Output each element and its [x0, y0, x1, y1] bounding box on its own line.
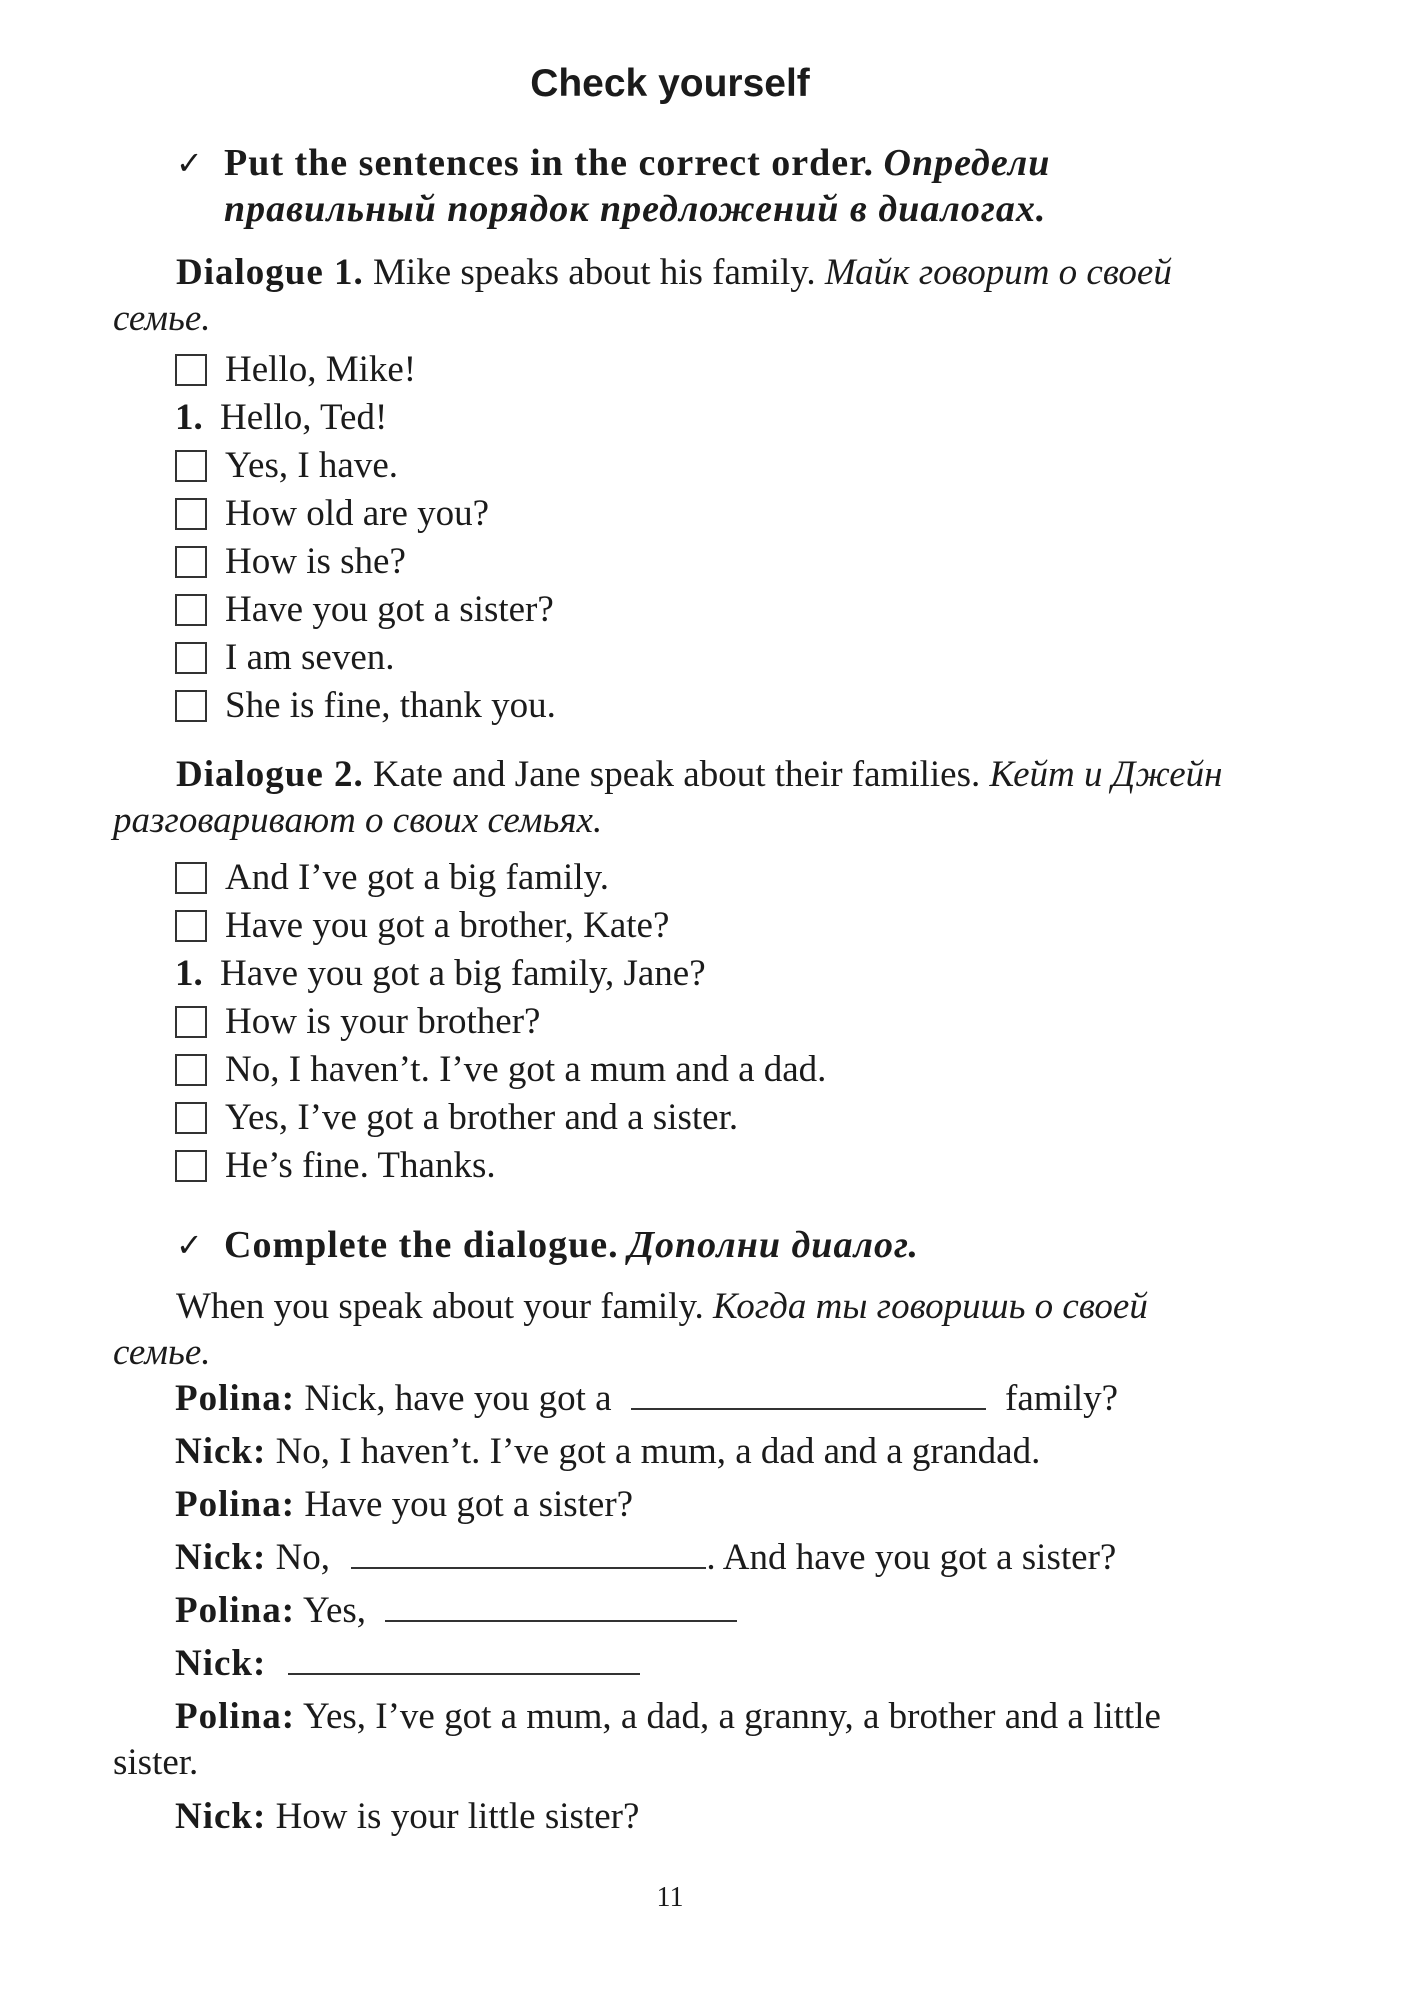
line-text: Have you got a sister?: [225, 589, 554, 630]
dialogue-line: [175, 1588, 737, 1634]
answer-box[interactable]: [175, 910, 207, 942]
dialogue-2-intro: [113, 752, 1223, 844]
dialogue-line: [175, 1535, 1116, 1581]
answer-box[interactable]: [175, 1102, 207, 1134]
checkmark-icon: ✓: [176, 1226, 203, 1264]
answer-box[interactable]: [175, 642, 207, 674]
line-number: 1.: [175, 953, 203, 994]
line-text: Yes, I have.: [225, 445, 399, 486]
line-text: How old are you?: [225, 493, 490, 534]
answer-box[interactable]: [175, 450, 207, 482]
dialogue-1-intro-english: Mike speaks about his family.: [373, 252, 816, 293]
dialogue-2-intro-russian: Кейт и Джейн разговаривают о своих семьях.: [113, 754, 1223, 841]
dialogue-line: [175, 1641, 640, 1687]
checkmark-icon: ✓: [176, 144, 203, 182]
dialogue-3-intro-english: When you speak about your family.: [176, 1286, 704, 1327]
line-text: I am seven.: [225, 637, 395, 678]
speaker-nick: Nick:: [175, 1537, 267, 1578]
line-text: No,: [275, 1537, 331, 1578]
answer-box[interactable]: [175, 1150, 207, 1182]
task-1-instruction: [176, 140, 1240, 232]
line-text: And I’ve got a big family.: [225, 857, 609, 898]
line-text: Hello, Mike!: [225, 349, 417, 390]
dialogue-3-intro-russian: Когда ты говоришь о своей семье.: [113, 1286, 1148, 1373]
speaker-polina: Polina:: [175, 1484, 296, 1525]
line-text: She is fine, thank you.: [225, 685, 556, 726]
task-2-english: Complete the dialogue.: [224, 1224, 619, 1266]
page-title: Check yourself: [530, 62, 810, 105]
line-text: No, I haven’t. I’ve got a mum, a dad and a grandad.: [275, 1431, 1041, 1472]
answer-blank[interactable]: [351, 1541, 706, 1569]
line-text: family?: [1005, 1378, 1119, 1419]
dialogue-line: [113, 1694, 1223, 1786]
answer-box[interactable]: [175, 1006, 207, 1038]
line-text: Yes, I’ve got a mum, a dad, a granny, a brother and a little sister.: [113, 1696, 1161, 1783]
answer-box[interactable]: [175, 498, 207, 530]
speaker-polina: Polina:: [175, 1590, 296, 1631]
line-text: Have you got a sister?: [304, 1484, 634, 1525]
dialogue-line: [175, 1794, 639, 1840]
answer-box[interactable]: [175, 1054, 207, 1086]
line-text: Yes, I’ve got a brother and a sister.: [225, 1097, 739, 1138]
line-number: 1.: [175, 397, 203, 438]
line-text: Hello, Ted!: [220, 397, 388, 438]
task-2-instruction: [176, 1222, 1240, 1268]
line-text: How is your little sister?: [275, 1796, 640, 1837]
dialogue-line: [175, 1429, 1040, 1475]
line-text: Have you got a big family, Jane?: [220, 953, 706, 994]
speaker-polina: Polina:: [175, 1378, 296, 1419]
line-text: Yes,: [302, 1590, 367, 1631]
line-text: How is your brother?: [225, 1001, 541, 1042]
speaker-nick: Nick:: [175, 1431, 267, 1472]
line-text: Nick, have you got a: [304, 1378, 612, 1419]
task-1-russian: Определи правильный порядок предложений в диалогах.: [224, 142, 1051, 230]
answer-blank[interactable]: [288, 1647, 640, 1675]
line-text: He’s fine. Thanks.: [225, 1145, 496, 1186]
dialogue-1-label: Dialogue 1.: [176, 252, 364, 293]
line-text: How is she?: [225, 541, 406, 582]
dialogue-2-label: Dialogue 2.: [176, 754, 364, 795]
dialogue-2-intro-english: Kate and Jane speak about their families.: [373, 754, 981, 795]
speaker-nick: Nick:: [175, 1643, 267, 1684]
dialogue-line: [175, 1482, 633, 1528]
line-text: . And have you got a sister?: [706, 1537, 1117, 1578]
dialogue-line: [175, 1376, 1118, 1422]
answer-box[interactable]: [175, 690, 207, 722]
line-text: No, I haven’t. I’ve got a mum and a dad.: [225, 1049, 827, 1090]
page-number: 11: [656, 1882, 684, 1913]
answer-box[interactable]: [175, 862, 207, 894]
task-2-russian: Дополни диалог.: [628, 1224, 919, 1266]
dialogue-1-intro-russian: Майк говорит о своей семье.: [113, 252, 1172, 339]
line-text: Have you got a brother, Kate?: [225, 905, 670, 946]
speaker-polina: Polina:: [175, 1696, 296, 1737]
answer-box[interactable]: [175, 546, 207, 578]
answer-box[interactable]: [175, 594, 207, 626]
speaker-nick: Nick:: [175, 1796, 267, 1837]
dialogue-3-intro: [113, 1284, 1223, 1376]
dialogue-1-intro: [113, 250, 1223, 342]
answer-blank[interactable]: [631, 1382, 986, 1410]
answer-blank[interactable]: [385, 1594, 737, 1622]
answer-box[interactable]: [175, 354, 207, 386]
task-1-english: Put the sentences in the correct order.: [224, 142, 875, 184]
